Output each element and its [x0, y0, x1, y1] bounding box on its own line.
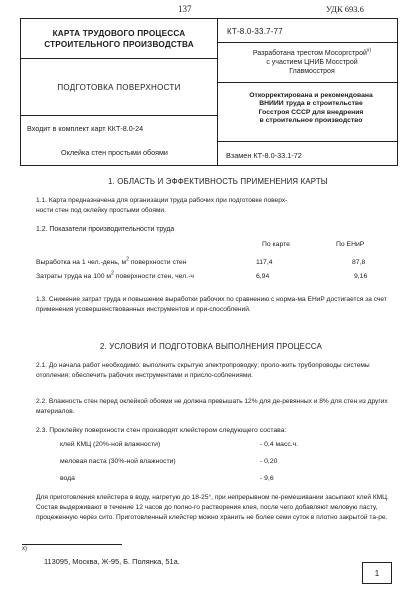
developer-line3: Главмосстроя [289, 68, 335, 75]
para-1-3: 1.3. Снижение затрат труда и повышение выработки рабочих по сравнению с норма-ма ЕНиР достигается за счет применения усовершенствованных инструментов и при-способлений. [36, 296, 387, 313]
section-name: ПОДГОТОВКА ПОВЕРХНОСТИ [57, 82, 181, 92]
card-title-line1: КАРТА ТРУДОВОГО ПРОЦЕССА [52, 28, 186, 38]
row-labor-label: Затраты труда на 100 $м^2$ поверхности стен, чел.-ч [36, 270, 194, 280]
column-header-by-card: По карте [262, 241, 290, 248]
para-2-3: 2.3. Проклейку поверхности стен производят клейстером следующего состава: [36, 427, 287, 434]
ingredient-name: вода [60, 475, 75, 482]
card-topic: Оклейка стен простыми обоями [61, 148, 168, 157]
para-2-4: Для приготовления клейстера в воду, нагретую до 18-25°, при непрерывном пе-ремешивании засыпают клей КМЦ. Состав выдерживают в течение 12 часов до полно-го растворения клея, после чего добавляют меловую пасту, процеженную через сито. Приготовленный клейстер можно хранить не более семи суток в плотно закрытой та-ре. [36, 494, 389, 521]
sheet-number: 1 [362, 562, 392, 584]
table-divider [217, 42, 397, 43]
footnote-mark: x) [22, 546, 27, 552]
table-divider [21, 115, 217, 116]
row-output-card-value: 117,4 [256, 259, 273, 266]
footnote-mark: x) [366, 47, 372, 54]
replaces-card: Взамен КТ-8.0-33.1-72 [226, 151, 302, 160]
rec-line4: в строительное производство [259, 117, 363, 125]
udk-code: УДК 693.6 [326, 4, 364, 14]
developer-line2: с участием ЦНИБ Мосстрой [266, 59, 358, 66]
rec-line3: Госстроя СССР для внедрения [258, 108, 364, 116]
row-output-label: Выработка на 1 чел.-день, $м^2$ поверхности стен [36, 256, 187, 266]
card-header-table [20, 18, 398, 166]
card-code: КТ-8.0-33.7-77 [227, 27, 283, 36]
included-in-set: Входит в комплект карт ККТ-8.0-24 [27, 124, 144, 133]
section2-heading: 2. УСЛОВИЯ И ПОДГОТОВКА ВЫПОЛНЕНИЯ ПРОЦЕССА [100, 342, 322, 351]
card-title [21, 19, 217, 58]
footnote-divider [22, 544, 122, 545]
rec-line2: ВНИИИ труда в строительстве [259, 100, 363, 108]
table-divider [217, 82, 397, 83]
para-1-2: 1.2. Показатели производительности труда [36, 226, 175, 233]
para-1-1-line2: ности стен под оклейку простыми обоями. [36, 207, 166, 214]
section1-heading: 1. ОБЛАСТЬ И ЭФФЕКТИВНОСТЬ ПРИМЕНЕНИЯ КАРТЫ [108, 177, 328, 186]
card-title-line2: СТРОИТЕЛЬНОГО ПРОИЗВОДСТВА [44, 39, 194, 49]
ingredient-value: - 0,20 [260, 458, 278, 465]
row-labor-card-value: 6,94 [256, 273, 270, 280]
developer-info [228, 49, 396, 76]
footnote-address: 113095, Москва, Ж-95, Б. Полянка, 51а. [44, 557, 180, 566]
ingredient-value: - 0,4 масс.ч. [260, 441, 299, 448]
ingredient-name: меловая паста (30%-ной влажности) [60, 458, 176, 465]
para-2-1: 2.1. До начала работ необходимо: выполнить скрытую электропроводку; проло-жить трубопроводы системы отопления; обеспечить рабочих инструментами и присло-соблениями. [36, 362, 370, 379]
row-output-enir-value: 87,8 [352, 259, 366, 266]
rec-line1: Откорректирована и рекомендована [249, 92, 373, 99]
table-divider [217, 141, 397, 142]
row-labor-enir-value: 9,16 [354, 273, 368, 280]
recommendation-info [226, 92, 396, 126]
ingredient-value: - 9,6 [260, 475, 274, 482]
table-divider [217, 19, 218, 165]
developer-line1: Разработана трестом Мосоргстрой [252, 50, 367, 57]
ingredient-name: клей КМЦ (20%-ной влажности) [60, 441, 161, 448]
column-header-by-enir: По ЕНиР [336, 241, 365, 248]
para-1-1-line1: 1.1. Карта предназначена для организации труда рабочих при подготовке поверх- [36, 197, 288, 204]
para-2-2: 2.2. Влажность стен перед оклейкой обоями не должна превышать 12% для де-ревянных и 8% для стен из других материалов. [36, 398, 388, 415]
page-number: 137 [178, 4, 192, 14]
